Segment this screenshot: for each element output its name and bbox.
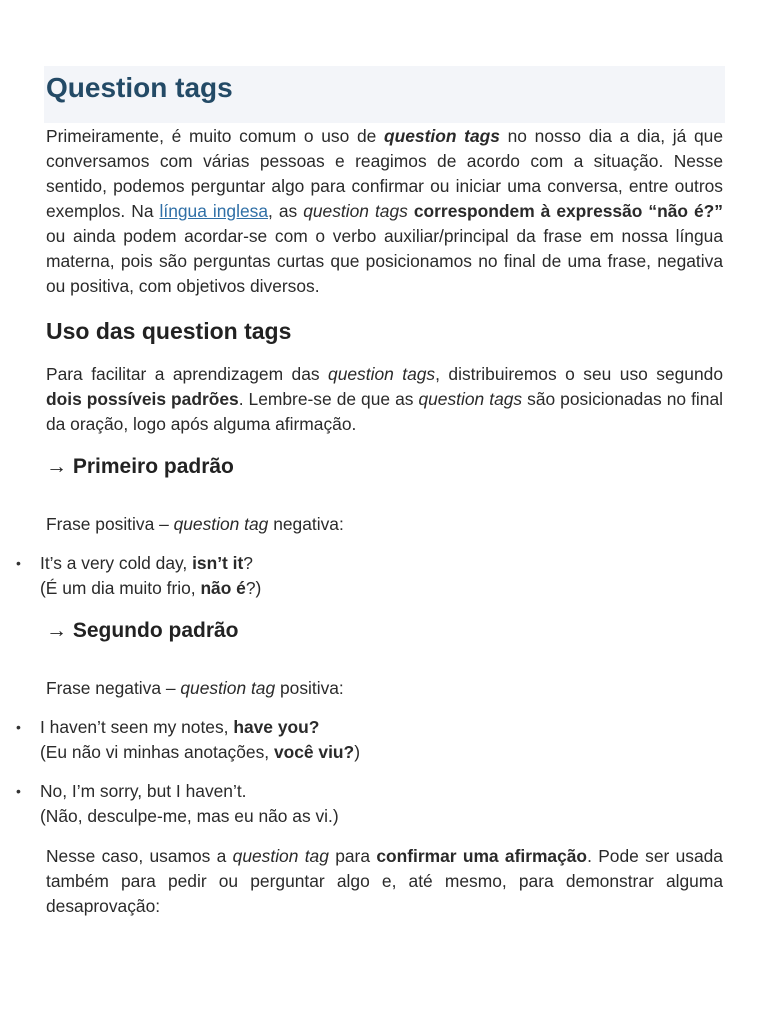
list-item <box>40 715 720 765</box>
intro-emphasis: question tags <box>384 126 500 146</box>
example-translation <box>40 576 720 601</box>
example-translation: (Não, desculpe-me, mas eu não as vi.) <box>40 806 339 826</box>
closing-text: . Pode ser usada também para pedir ou perguntar algo e, até mesmo, para demonstrar alguma desaprovação: <box>46 846 723 916</box>
section-text: . Lembre-se de que as <box>238 389 419 409</box>
bullet-icon: • <box>16 719 21 735</box>
section-text: , distribuiremos o seu uso segundo <box>435 364 723 384</box>
pattern1-rule <box>46 512 723 537</box>
rule-text: negativa: <box>268 514 344 534</box>
bullet-icon: • <box>16 555 21 571</box>
example-sentence: No, I’m sorry, but I haven’t. <box>40 781 247 801</box>
translation-tag: não é <box>200 578 246 598</box>
translation-text: ?) <box>245 578 262 598</box>
rule-text: Frase positiva – <box>46 514 174 534</box>
example-tag: have you? <box>233 717 320 737</box>
section-italic: question tags <box>418 389 523 409</box>
section-heading: Uso das question tags <box>46 318 292 344</box>
intro-text: no nosso dia a dia, já que conversamos com várias pessoas e reagimos de acordo com a situação. Nesse sentido, podemos perguntar algo para confirmar ou iniciar uma conversa, entre outros exemplos. Na <box>46 126 723 221</box>
intro-paragraph <box>46 124 723 299</box>
translation-text: (Eu não vi minhas anotações, <box>40 742 274 762</box>
rule-text: Frase negativa – <box>46 678 181 698</box>
intro-bold: correspondem à expressão “não é?” <box>413 201 723 221</box>
intro-text: , as <box>268 201 304 221</box>
closing-bold: confirmar uma afirmação <box>376 846 588 866</box>
list-item <box>40 779 720 829</box>
intro-text: ou ainda podem acordar-se com o verbo auxiliar/principal da frase em nossa língua materna, pois são perguntas curtas que posicionamos no final de uma frase, negativa ou positiva, com objetivos diversos. <box>46 226 723 296</box>
pattern2-rule <box>46 676 723 701</box>
closing-text: para <box>328 846 377 866</box>
rule-italic: question tag <box>180 678 276 698</box>
list-item <box>40 551 720 601</box>
pattern1-heading: → Primeiro padrão <box>46 455 234 478</box>
example-tag: isn’t it <box>192 553 244 573</box>
bullet-icon: • <box>16 783 21 799</box>
pattern2-heading: → Segundo padrão <box>46 619 239 642</box>
example-sentence <box>40 715 720 740</box>
translation-tag: você viu? <box>273 742 355 762</box>
closing-text: Nesse caso, usamos a <box>46 846 233 866</box>
closing-paragraph <box>46 844 723 919</box>
section-paragraph <box>46 362 723 437</box>
example-text: ? <box>243 553 253 573</box>
intro-italic: question tags <box>303 201 408 221</box>
example-translation <box>40 740 720 765</box>
section-text: Para facilitar a aprendizagem das <box>46 364 329 384</box>
section-italic: question tags <box>328 364 436 384</box>
translation-text: ) <box>354 742 360 762</box>
translation-text: (É um dia muito frio, <box>40 578 201 598</box>
page-title: Question tags <box>46 72 233 103</box>
example-text: I haven’t seen my notes, <box>40 717 234 737</box>
section-bold: dois possíveis padrões <box>46 389 239 409</box>
example-text: It’s a very cold day, <box>40 553 193 573</box>
intro-text: Primeiramente, é muito comum o uso de <box>46 126 385 146</box>
closing-italic: question tag <box>232 846 329 866</box>
rule-text: positiva: <box>275 678 344 698</box>
section-text: são posicionadas no final da oração, logo após alguma afirmação. <box>46 389 723 434</box>
lingua-inglesa-link[interactable]: língua inglesa <box>159 201 268 221</box>
example-sentence <box>40 551 720 576</box>
rule-italic: question tag <box>173 514 269 534</box>
